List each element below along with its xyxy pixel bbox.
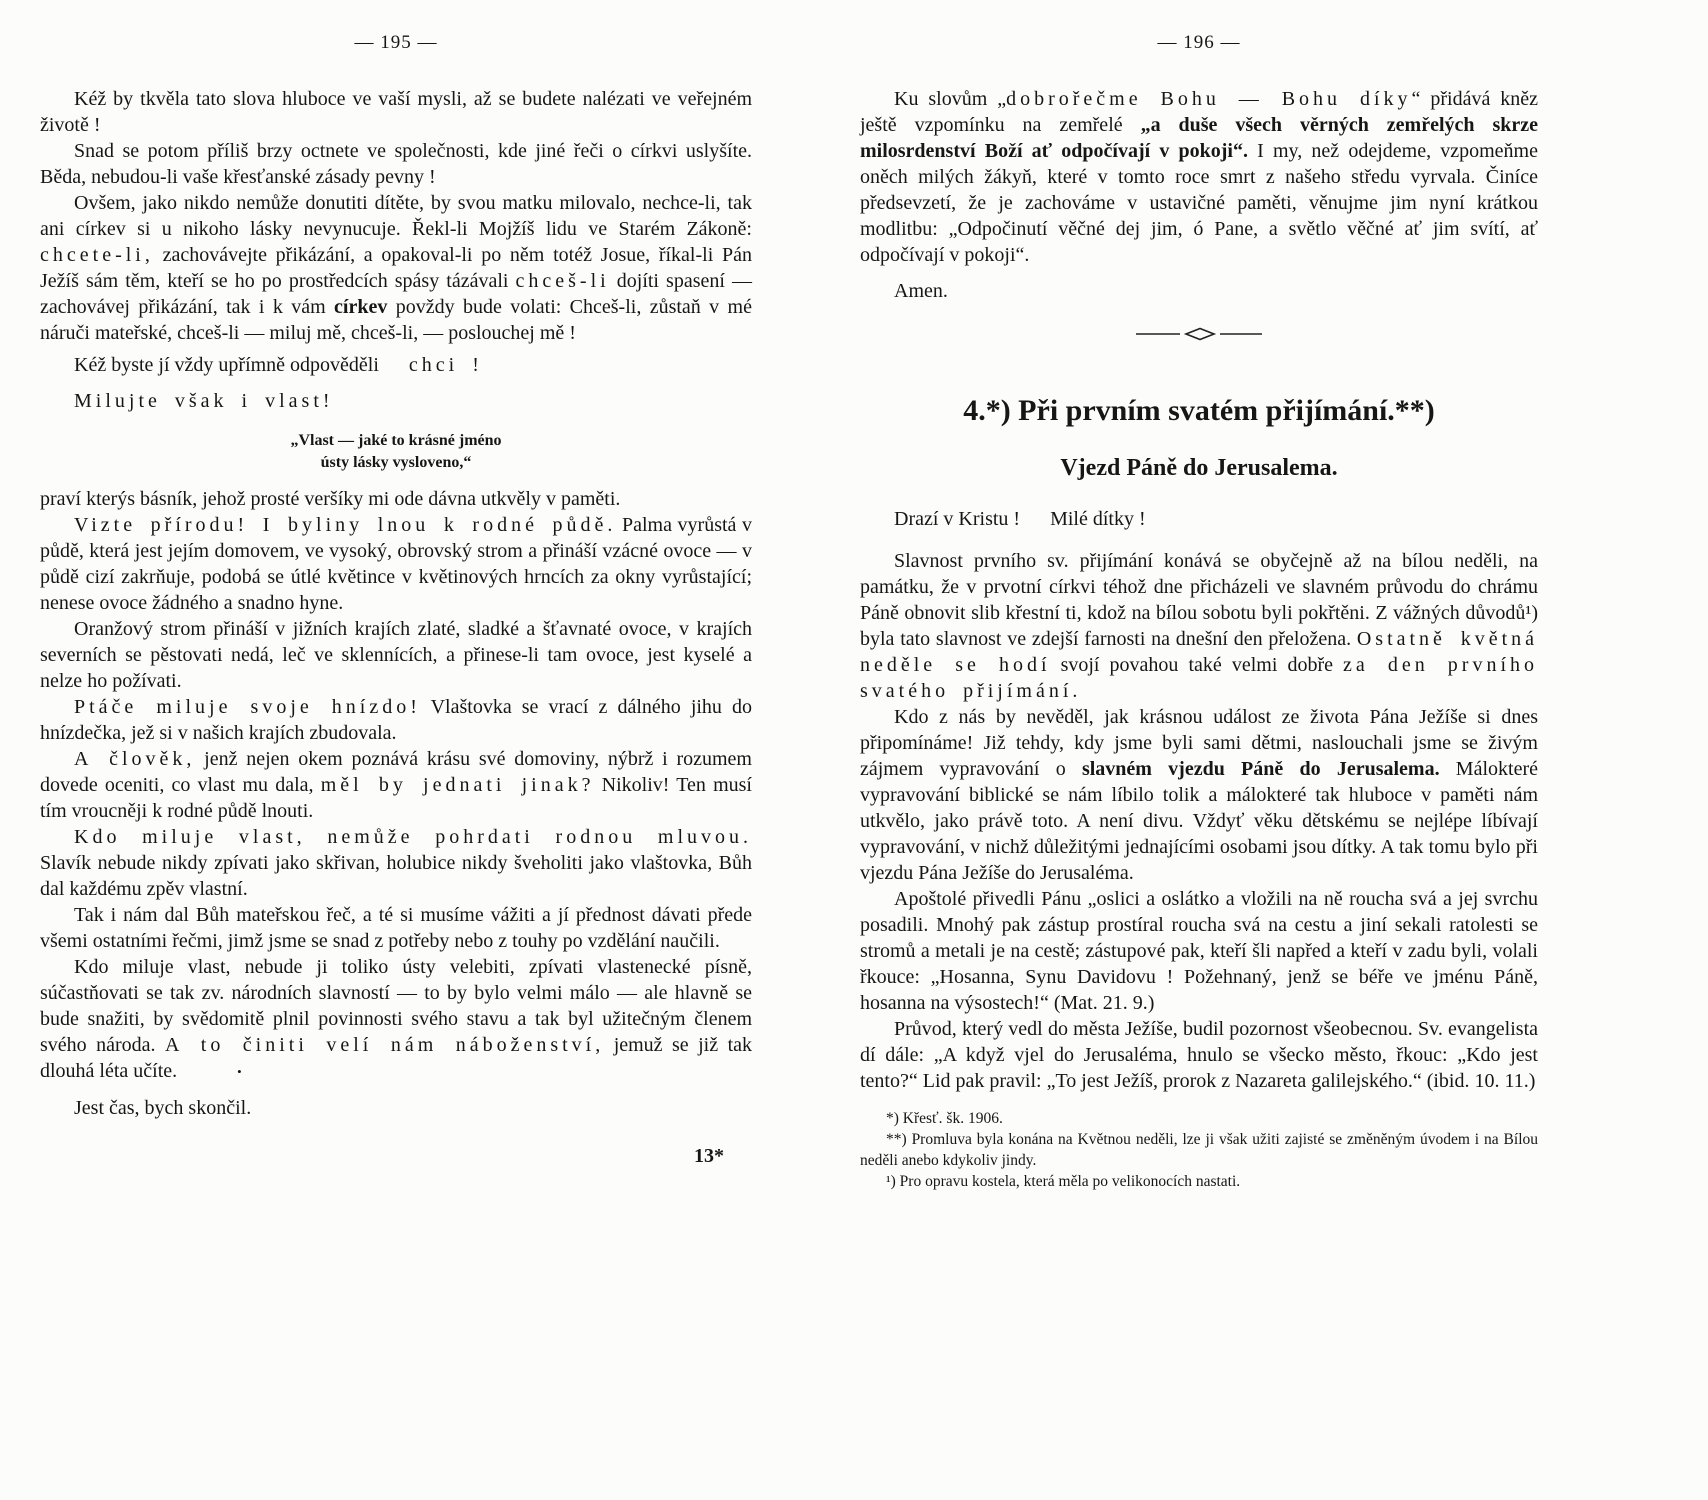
paragraph-emphasized: Milujte však i vlast! (74, 390, 334, 412)
text-run: zachovávejte přikázání, a opakoval-li po něm totéž Josue, říkal-li Pán Ježíš sám těm, kteří se ho po prostředcích spásy tázávali (40, 244, 752, 292)
salutation (860, 506, 1538, 532)
text-run: Drazí v Kristu ! (894, 508, 1021, 530)
emphasis-run: za den prvního svatého přijímání. (860, 654, 1539, 702)
paragraph (860, 704, 1538, 886)
emphasis-run: měl by jednati jinak? (320, 774, 595, 796)
text-run: I my, než odejdeme, vzpomeňme oněch milých žákyň, které v tomto roce smrt z našeho středu vyrvala. Činíce předsevzetí, že je zachováme v ustavičné paměti, věnujme jim nyní krátkou modlitbu: „Odpočinutí věčné dej jim, ó Pane, a světlo věčné ať jim svítí, ať odpočívají v pokoji“. (860, 140, 1538, 266)
bold-run: „a duše všech věrných zemřelých skrze milosrdenství Boží ať odpočívají v pokoji“. (860, 114, 1538, 162)
paragraph (860, 86, 1538, 268)
paragraph (40, 512, 752, 616)
text-run: povždy bude volati: Chceš-li, zůstaň v mé náruči mateřské, chceš-li — miluj mě, chceš-li, — poslouchej mě ! (40, 296, 752, 344)
page-196 (860, 32, 1538, 1500)
emphasis-run: Vizte přírodu! I byliny lnou k rodné půdě. (74, 514, 617, 536)
text-run: Vlaštovka se vrací z dálného jihu do hnízdečka, jež si v našich krajích zbudovala. (40, 696, 752, 744)
amen-line: Amen. (894, 280, 948, 302)
footnote: **) Promluva byla konána na Květnou neděli, lze ji však užiti zajisté se změněným úvodem i na Bílou neděli anebo kdykoliv jindy. (860, 1131, 1538, 1169)
text-run: Kéž byste jí vždy upřímně odpověděli (74, 354, 379, 376)
text-run: Kdo miluje vlast, nebude ji toliko ústy velebiti, zpívati vlastenecké písně, súčastňovati se tak zv. národních slavností — to by bylo velmi málo — ale hlavně se bude snažiti, by svědomitě plnil povinnosti svého stavu a tak byl užitečným členem svého národa. (40, 956, 752, 1056)
emphasis-run: Kdo miluje vlast, nemůže pohrdati rodnou mluvou. (74, 826, 752, 848)
text-run: jemuž se již tak dlouhá léta učíte. (40, 1034, 753, 1082)
text-run: Slavnost prvního sv. přijímání konává se obyčejně až na bílou neděli, na památku, že v prvotní církvi téhož dne přicházeli ve slavném průvodu do chrámu Páně obnovit slib křestní ti, kdož na bílou sobotu byli pokřtěni. Z vážných důvodů¹) byla tato slavnost ve zdejší farnosti na dnešní den přeložena. (860, 550, 1538, 650)
paragraph (40, 694, 752, 746)
page-195 (40, 32, 752, 1500)
signature-mark: 13* (694, 1145, 724, 1168)
section-divider-ornament (860, 326, 1538, 347)
text-run: Kdo z nás by nevěděl, jak krásnou událost ze života Pána Ježíše si dnes připomínáme! Již tehdy, kdy jsme byli sami dětmi, naslouchali jsme se živým zájmem vypravování o (860, 706, 1538, 780)
emphasis-run: A člověk, (74, 748, 196, 770)
text-run: Palma vyrůstá v půdě, která jest jejím domovem, ve vysoký, obrovský strom a přináší vzácné ovoce — v půdě cizí zakrňuje, podobá se útlé květince v květinových hrncích za okny vyrůstající; nenese ovoce žádného a snadno hyne. (40, 514, 752, 614)
paragraph (40, 746, 752, 824)
footnote: ¹) Pro opravu kostela, která měla po velikonocích nastati. (886, 1173, 1241, 1190)
paragraph: praví kterýs básník, jehož prosté veršíky mi ode dávna utkvěly v paměti. (40, 488, 621, 510)
text-run: Slavík nebude nikdy zpívati jako skřivan, holubice nikdy šveholiti jako vlaštovka, Bůh dal každému zpěv vlastní. (40, 852, 752, 900)
bold-run: slavném vjezdu Páně do Jerusalema. (1081, 758, 1440, 780)
paragraph: Kéž by tkvěla tato slova hluboce ve vaší mysli, až se budete nalézati ve veřejném životě ! (40, 88, 752, 136)
paragraph (40, 954, 752, 1085)
divider-graphic (1134, 326, 1264, 342)
ornament-dot: • (237, 1064, 242, 1080)
text-run: Ku slovům „ (894, 88, 1007, 110)
paragraph (40, 824, 752, 902)
paragraph: Apoštolé přivedli Pánu „oslici a oslátko a vložili na ně roucha svá a jej svrchu posadili. Mnohý pak zástup prostíral roucha svá na cestu a jiní sekali ratolesti se stromů a metali je na cestě; zástupové pak, kteří šli napřed a kteří v zadu byli, volali řkouce: „Hosanna, Synu Davidovu ! Požehnaný, jenž se béře ve jménu Páně, hosanna na výsostech!“ (Mat. 21. 9.) (860, 888, 1538, 1014)
paragraph (40, 190, 752, 346)
page-number-left: — 195 — (354, 32, 438, 53)
emphasis-run: dobrořečme Bohu — Bohu díky (1006, 88, 1412, 110)
verse-line: ústy lásky vysloveno,“ (320, 454, 472, 471)
chapter-heading: 4.*) Při prvním svatém přijímání.**) (963, 394, 1435, 427)
verse-line: „Vlast — jaké to krásné jméno (290, 432, 502, 449)
text-run: Nikoliv! Ten musí tím vroucněji k rodné půdě lnouti. (40, 774, 752, 822)
page-number-right: — 196 — (1157, 32, 1241, 53)
paragraph: Jest čas, bych skončil. (74, 1097, 252, 1120)
emphasis-run: chcete-li, (40, 244, 154, 266)
text-run: dojíti spasení — zachovávej přikázání, tak i k vám (40, 270, 752, 318)
paragraph (40, 352, 752, 378)
text-run: Milé dítky ! (1050, 508, 1146, 530)
emphasis-run: A to činiti velí nám náboženství, (165, 1034, 605, 1056)
paragraph: Oranžový strom přináší v jižních krajích zlaté, sladké a šťavnaté ovoce, v krajích severních se pěstovati nedá, leč ve sklennících, a přinese-li tam ovoce, jest kyselé a nelze ho požívati. (40, 618, 752, 692)
footnote: *) Křesť. šk. 1906. (886, 1110, 1003, 1127)
text-run: “ přidává kněz ještě vzpomínku na zemřelé (860, 88, 1539, 136)
emphasis-run: chci ! (408, 354, 483, 376)
paragraph: Průvod, který vedl do města Ježíše, budil pozornost všeobecnou. Sv. evangelista dí dále: „A když vjel do Jerusaléma, hnulo se všecko město, řkouc: „Kdo jest tento?“ Lid pak pravil: „To jest Ježíš, prorok z Nazareta galilejského.“ (ibid. 10. 11.) (860, 1018, 1538, 1092)
emphasis-run: Ostatně květná neděle se hodí (860, 628, 1539, 676)
text-run: Ovšem, jako nikdo nemůže donutiti dítěte, by svou matku milovalo, nechce-li, tak ani církev si u nikoho lásky nevynucuje. Řekl-li Mojžíš lidu ve Starém Zákoně: (40, 192, 752, 240)
text-run: jenž nejen okem poznává krásu své domoviny, nýbrž i rozumem dovede oceniti, co vlast mu dala, (40, 748, 752, 796)
verse-quote (40, 430, 752, 474)
footnotes-block (860, 1108, 1538, 1192)
emphasis-run: chceš-li (515, 270, 610, 292)
paragraph: Tak i nám dal Bůh mateřskou řeč, a té si musíme vážiti a jí přednost dávati přede všemi ostatními řečmi, jimž jsme se snad z potřeby nebo z touhy po vzdělání naučili. (40, 904, 752, 952)
text-run: Málokteré vypravování biblické se nám líbilo tolik a málokteré tak hluboce v paměti nám utkvělo, jako právě toto. A není divu. Vždyť věku dětskému se nejlépe líbívají vypravování, v nichž důležitými jednajícími osobami jsou dítky. A tak tomu bylo při vjezdu Pána Ježíše do Jerusaléma. (860, 758, 1538, 884)
text-run: svojí povahou také velmi dobře (1050, 654, 1344, 676)
emphasis-run: Ptáče miluje svoje hnízdo! (74, 696, 421, 718)
chapter-subheading: Vjezd Páně do Jerusalema. (1060, 455, 1338, 481)
paragraph (860, 548, 1538, 704)
paragraph: Snad se potom příliš brzy octnete ve společnosti, kde jiné řeči o církvi uslyšíte. Běda, nebudou-li vaše křesťanské zásady pevny ! (40, 140, 752, 188)
bold-run: církev (334, 296, 388, 318)
